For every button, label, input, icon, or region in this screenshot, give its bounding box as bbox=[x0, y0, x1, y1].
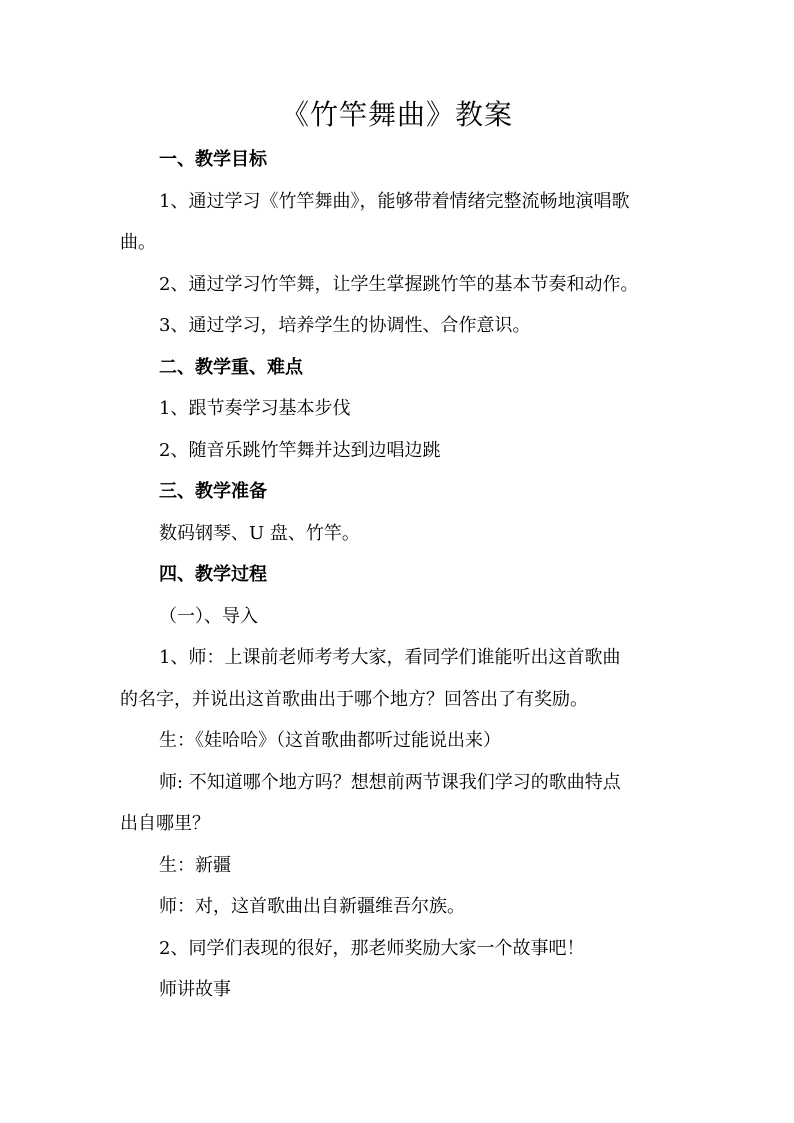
section-heading-preparation: 三、教学准备 bbox=[159, 481, 267, 502]
paragraph-line: 2、随音乐跳竹竿舞并达到边唱边跳 bbox=[159, 440, 441, 461]
paragraph-line: 师讲故事 bbox=[159, 979, 231, 1000]
paragraph-line: 1、师：上课前老师考考大家，看同学们谁能听出这首歌曲 bbox=[159, 647, 621, 668]
section-heading-key-points: 二、教学重、难点 bbox=[159, 357, 303, 378]
paragraph-line: 出自哪里？ bbox=[120, 813, 210, 834]
paragraph-line: 师: 不知道哪个地方吗？想想前两节课我们学习的歌曲特点 bbox=[159, 772, 621, 793]
paragraph-line: 的名字，并说出这首歌曲出于哪个地方？回答出了有奖励。 bbox=[120, 689, 588, 710]
subsection-heading-intro: （一）、导入 bbox=[159, 606, 258, 627]
paragraph-line: 数码钢琴、U 盘、竹竿。 bbox=[159, 523, 360, 544]
paragraph-line: 2、同学们表现的很好，那老师奖励大家一个故事吧！ bbox=[159, 938, 585, 959]
paragraph-line: 2、通过学习竹竿舞，让学生掌握跳竹竿的基本节奏和动作。 bbox=[159, 274, 639, 295]
paragraph-line: 师：对，这首歌曲出自新疆维吾尔族。 bbox=[159, 896, 465, 917]
paragraph-line: 3、通过学习，培养学生的协调性、合作意识。 bbox=[159, 315, 531, 336]
section-heading-objectives: 一、教学目标 bbox=[159, 149, 267, 170]
section-heading-process: 四、教学过程 bbox=[159, 564, 267, 585]
document-title: 《竹竿舞曲》教案 bbox=[280, 98, 513, 131]
paragraph-line: 1、通过学习《竹竿舞曲》，能够带着情绪完整流畅地演唱歌 bbox=[159, 191, 630, 212]
paragraph-line: 1、跟节奏学习基本步伐 bbox=[159, 398, 351, 419]
paragraph-line: 曲。 bbox=[120, 232, 156, 253]
paragraph-line: 生：新疆 bbox=[159, 855, 231, 876]
paragraph-line: 生：《娃哈哈》（这首歌曲都听过能说出来） bbox=[159, 730, 501, 751]
